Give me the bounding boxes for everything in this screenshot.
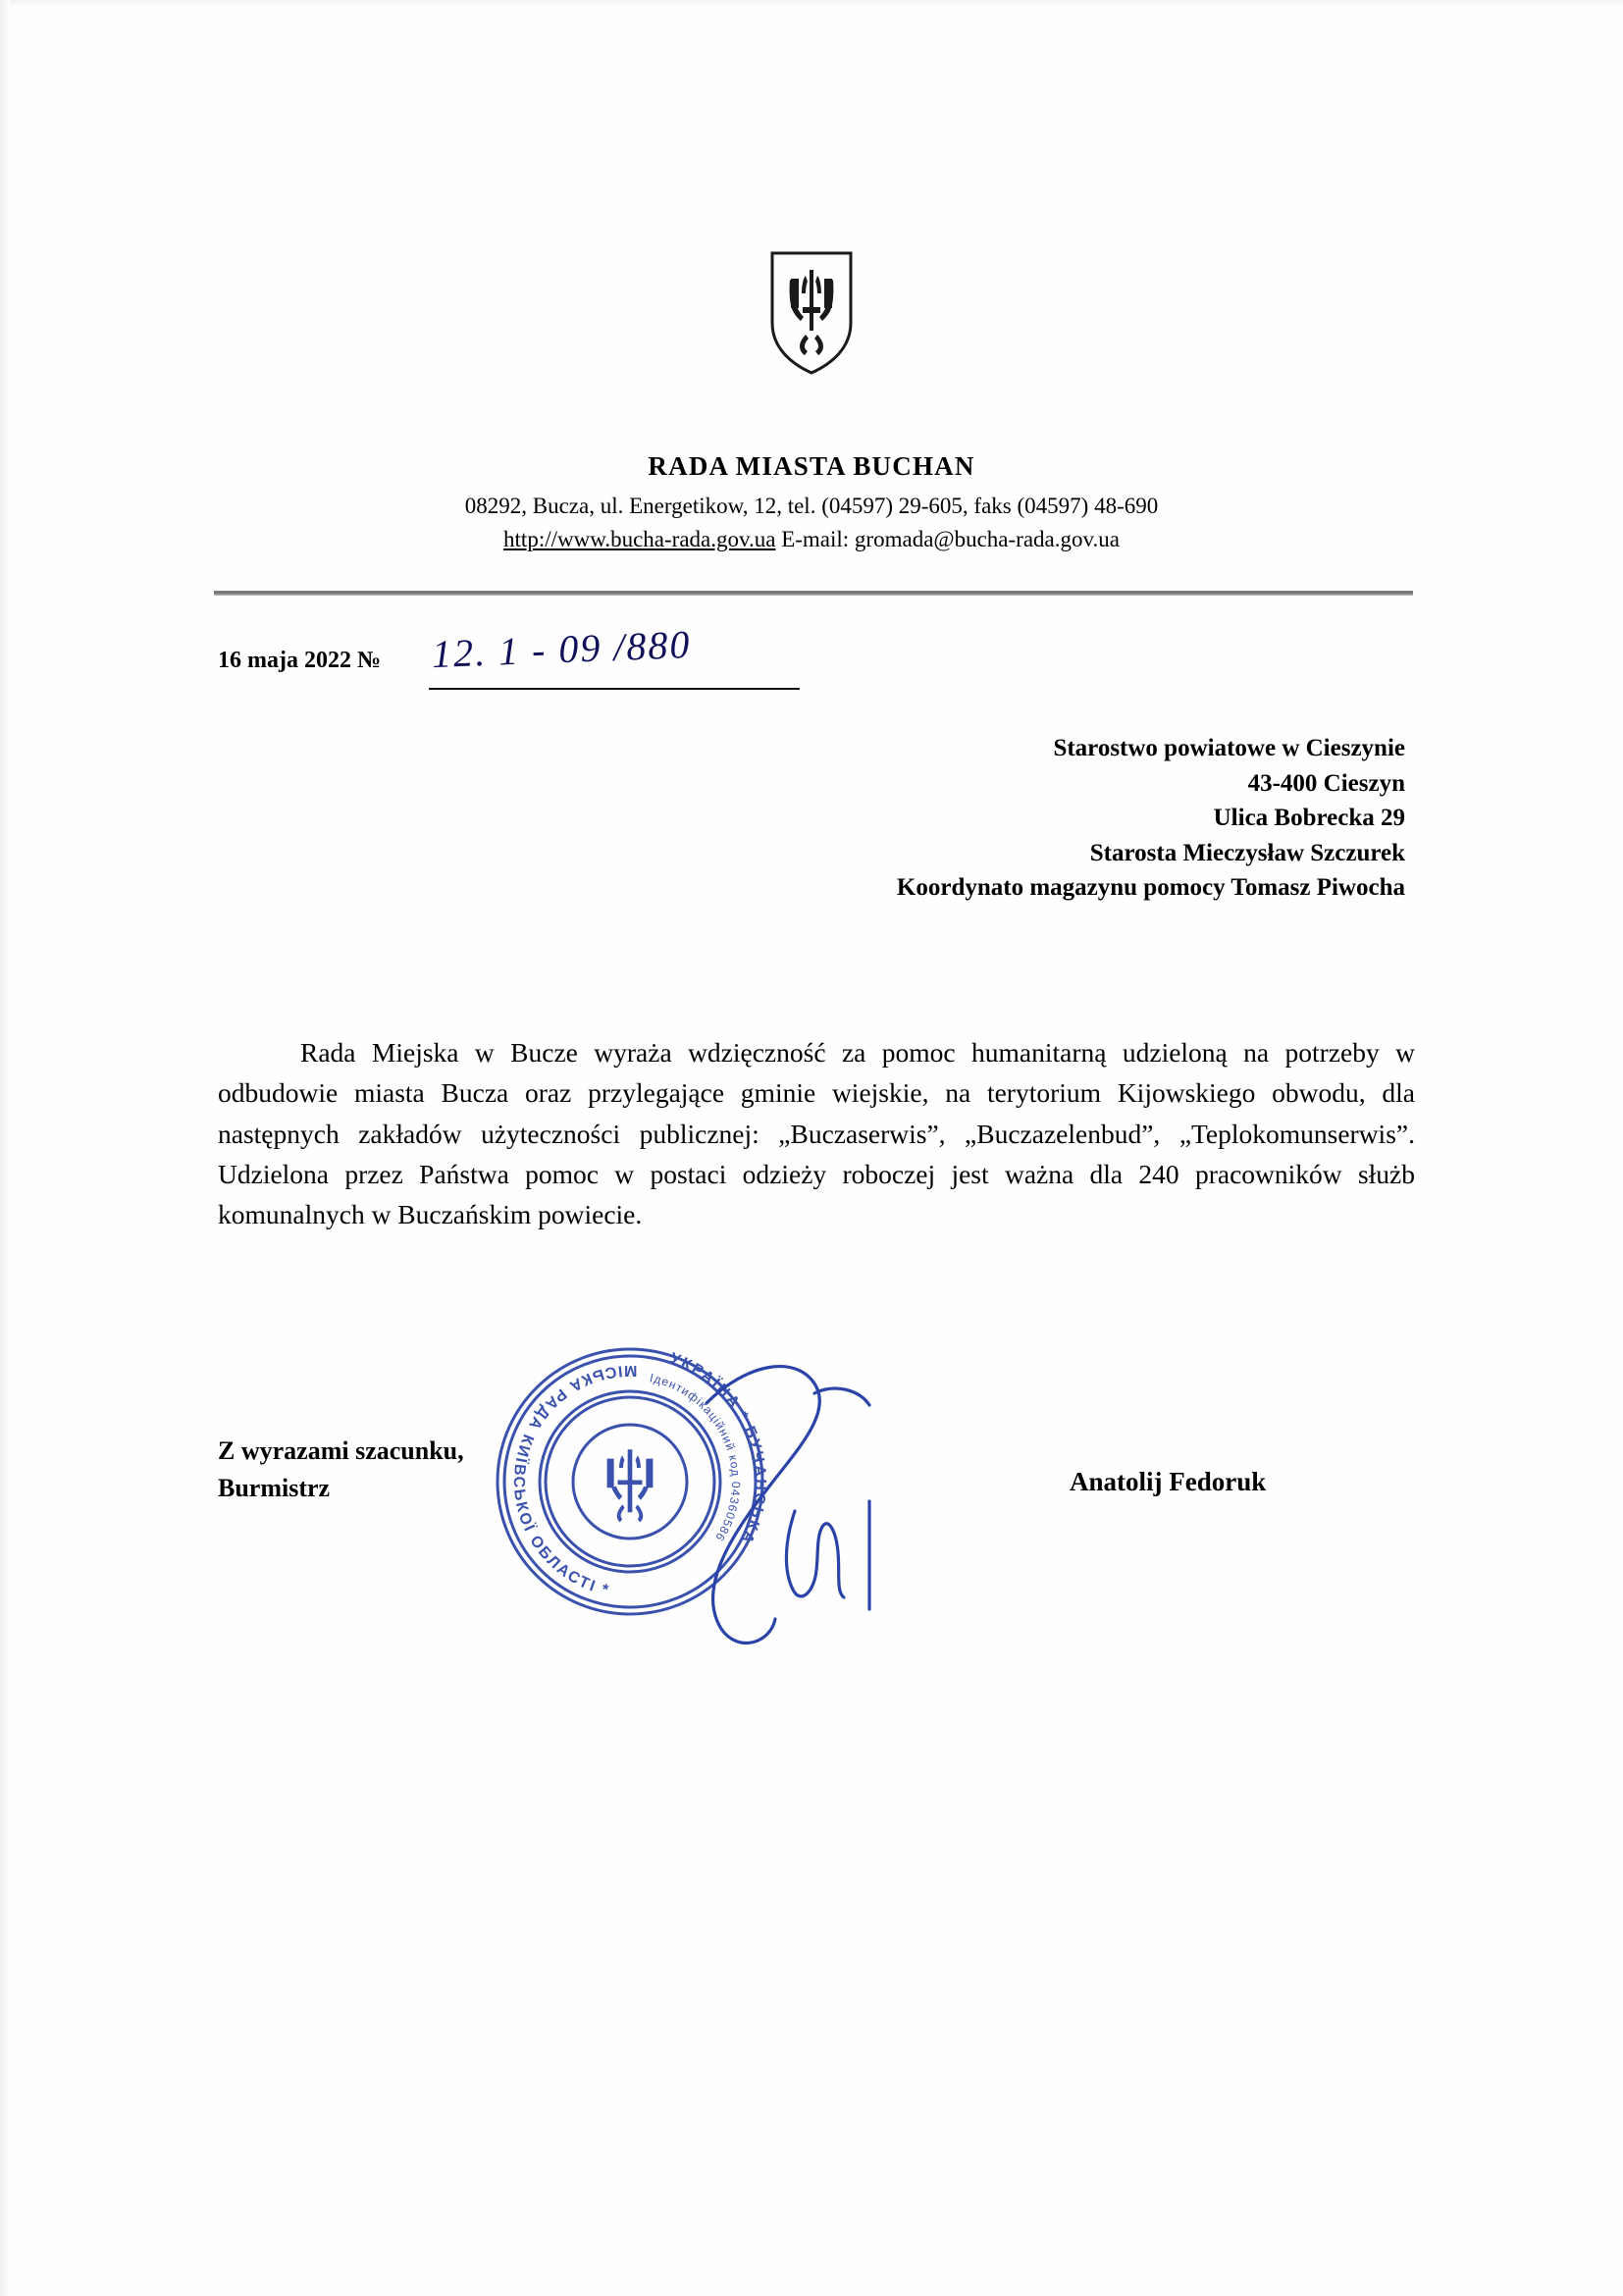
addressee-line-2: 43-400 Cieszyn (1247, 769, 1405, 797)
organization-name: RADA MIASTA BUCHAN (648, 451, 975, 481)
signature-left-block (218, 1433, 464, 1506)
signer-name: Anatolij Fedoruk (1070, 1467, 1267, 1496)
svg-text:УКРАЇНА * БУЧАНСЬКА: УКРАЇНА * БУЧАНСЬКА (667, 1349, 769, 1548)
signer-role: Burmistrz (218, 1473, 331, 1502)
handwritten-reference-number: 12. 1 - 09 /880 (431, 621, 693, 677)
organization-address: 08292, Bucza, ul. Energetikow, 12, tel. (04597) 29-605, faks (04597) 48-690 (464, 494, 1159, 518)
addressee-line-3: Ulica Bobrecka 29 (1213, 805, 1405, 831)
svg-text:МІСЬКА РАДА КИЇВСЬКОЇ ОБЛАСТІ: МІСЬКА РАДА КИЇВСЬКОЇ ОБЛАСТІ * (509, 1361, 638, 1600)
letterhead (0, 451, 1623, 552)
website-link[interactable]: http://www.bucha-rada.gov.ua (503, 527, 776, 551)
addressee-line-4: Starosta Mieczysław Szczurek (1089, 839, 1405, 866)
ukraine-trident-emblem-icon (769, 250, 854, 376)
addressee-block (897, 731, 1405, 906)
handwritten-signature-icon (677, 1344, 952, 1678)
addressee-line-1: Starostwo powiatowe w Cieszynie (1053, 735, 1405, 761)
reference-number-underline (429, 688, 800, 690)
email-label: E-mail: gromada@bucha-rada.gov.ua (781, 527, 1120, 551)
letter-date: 16 maja 2022 (218, 648, 351, 673)
header-divider (214, 591, 1413, 596)
scan-edge-top (0, 0, 1623, 8)
closing-phrase: Z wyrazami szacunku, (218, 1436, 464, 1465)
date-reference-line (218, 648, 381, 674)
letter-body-text: Rada Miejska w Bucze wyraża wdzięczność za pomoc humanitarną udzieloną na potrzeby w odbudowie miasta Bucza oraz przylegające gminie wiejskie, na terytorium Kijowskiego obwodu, dla następnych zakładów użyteczności publicznej: „Buczaserwis”, „Buczazelenbud”, „Teplokomunserwis”. Udzielona przez Państwa pomoc w postaci odzieży roboczej jest ważna dla 240 pracowników służb komunalnych w Buczańskim powiecie. (218, 1037, 1415, 1229)
svg-text:Ідентифікаційний код 04360586: Ідентифікаційний код 04360586 (648, 1371, 744, 1544)
letter-body (218, 1032, 1415, 1234)
organization-contact (0, 527, 1623, 552)
number-symbol: № (356, 648, 382, 673)
emblem-container (0, 250, 1623, 381)
addressee-line-5: Koordynato magazynu pomocy Tomasz Piwocha (896, 874, 1405, 901)
